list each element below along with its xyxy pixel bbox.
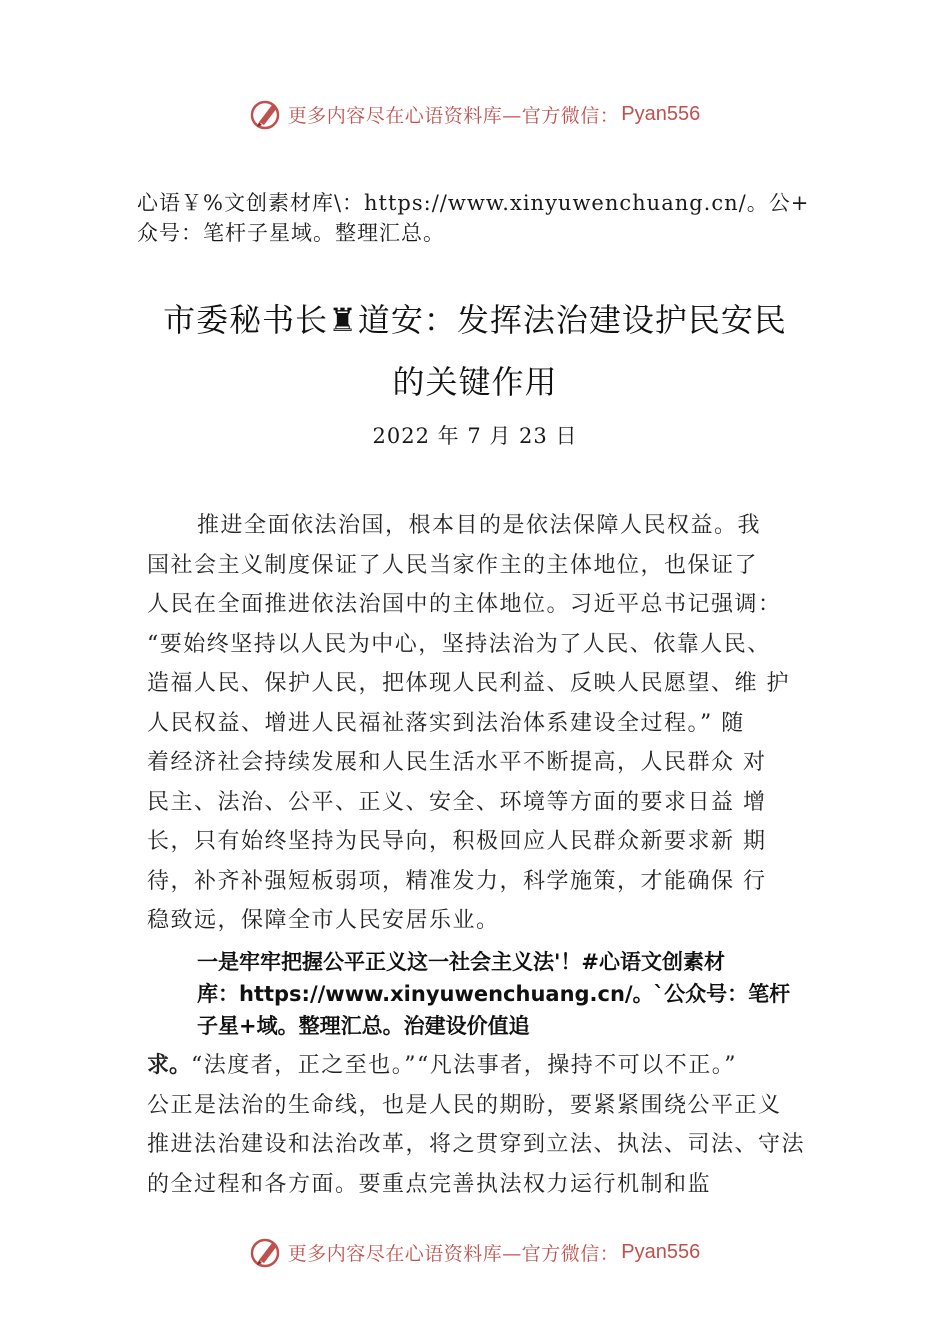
text-line: 待，补齐补强短板弱项，精准发力，科学施策，才能确保 行 (147, 868, 767, 894)
text-line: 人民权益、增进人民福祉落实到法治体系建设全过程。” 随 (147, 710, 745, 736)
heading-line: 一是牢牢把握公平正义这一社会主义法'！#心语文创素材 (197, 950, 726, 974)
publish-date: 2022 年 7 月 23 日 (372, 424, 578, 448)
body-paragraph-2 (147, 1046, 847, 1204)
text-line: 国社会主义制度保证了人民当家作主的主体地位，也保证了 (147, 552, 759, 578)
source-line: 心语￥%文创素材库\：https://www.xinyuwenchuang.cn/。公+ (137, 191, 810, 215)
banner-wechat-id: Pyan556 (621, 1240, 701, 1263)
page-title-line-2: 的关键作用 (392, 363, 558, 401)
text-line (147, 1046, 847, 1086)
text-line: 长，只有始终坚持为民导向，积极回应人民群众新要求新 期 (147, 829, 767, 854)
pen-logo-icon (250, 97, 284, 131)
banner-wechat-id: Pyan556 (621, 102, 701, 125)
header-banner (0, 94, 950, 134)
text-line: 造福人民、保护人民，把体现人民利益、反映人民愿望、维 护 (147, 671, 790, 696)
text-line: 的全过程和各方面。要重点完善执法权力运行机制和监 (147, 1171, 712, 1197)
text-line: 人民在全面推进依法治国中的主体地位。习近平总书记强调： (147, 592, 782, 617)
pen-logo-icon (250, 1235, 284, 1269)
text-line: 推进法治建设和法治改革，将之贯穿到立法、执法、司法、守法 (147, 1132, 806, 1157)
heading-tail: 求。 (147, 1053, 192, 1078)
text-line: 稳致远，保障全市人民安居乐业。 (147, 908, 500, 933)
banner-text: 更多内容尽在心语资料库—官方微信： (287, 104, 620, 127)
body-paragraph-1 (147, 506, 847, 941)
text-line: 民主、法治、公平、正义、安全、环境等方面的要求日益 增 (147, 789, 767, 815)
source-note (137, 188, 847, 248)
heading-line: 库：https://www.xinyuwenchuang.cn/。`公众号：笔杆 (197, 982, 791, 1006)
heading-line: 子星+域。整理汇总。治建设价值追 (197, 1014, 530, 1038)
footer-banner (0, 1232, 950, 1272)
source-line: 众号：笔杆子星域。整理汇总。 (137, 221, 445, 245)
page-title-line-1: 市委秘书长♜道安：发挥法治建设护民安民 (163, 301, 787, 339)
text-line: 公正是法治的生命线，也是人民的期盼，要紧紧围绕公平正义 (147, 1092, 782, 1118)
quote-text: “法度者，正之至也。”“凡法事者，操持不可以不正。” (191, 1053, 738, 1078)
section-heading (197, 946, 847, 1042)
text-line: “要始终坚持以人民为中心，坚持法治为了人民、依靠人民、 (147, 631, 771, 657)
banner-text: 更多内容尽在心语资料库—官方微信： (287, 1242, 620, 1265)
text-line: 着经济社会持续发展和人民生活水平不断提高，人民群众 对 (147, 750, 767, 775)
text-line: 推进全面依法治国，根本目的是依法保障人民权益。我 (197, 513, 762, 538)
